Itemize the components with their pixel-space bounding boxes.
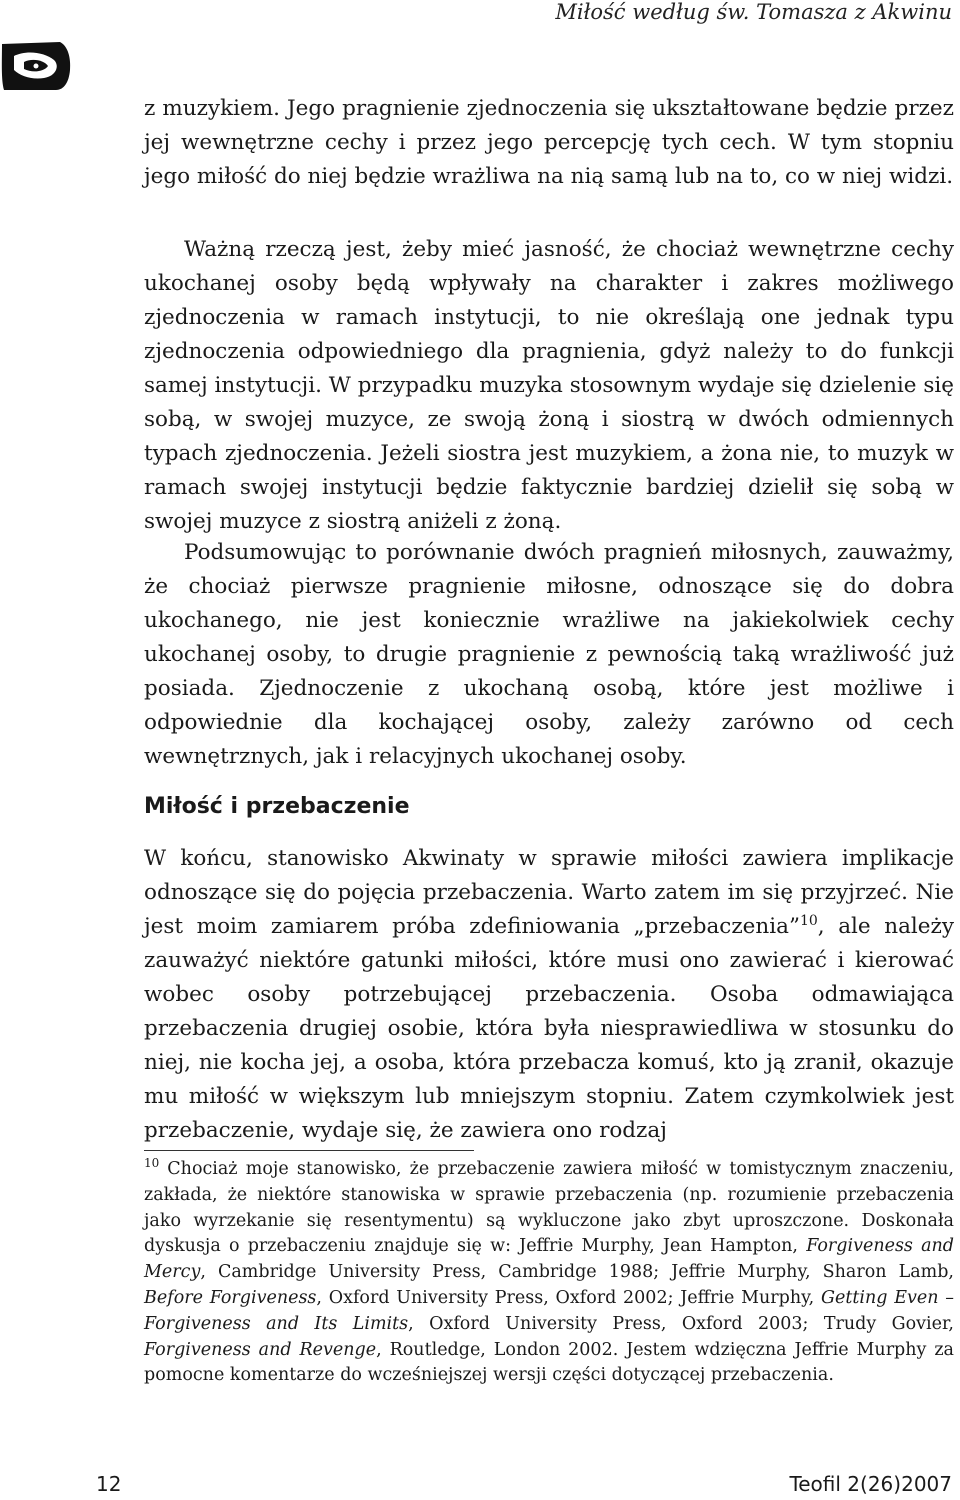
- body-paragraph: [144, 233, 954, 539]
- footnote-divider: [144, 1150, 474, 1151]
- section-heading: Miłość i przebaczenie: [144, 794, 410, 819]
- footnote-text: , Cambridge University Press, Cambridge 1988; Jeffrie Murphy, Sharon Lamb,: [200, 1262, 954, 1283]
- footnote-text: , Oxford University Press, Oxford 2003; Trudy Govier,: [408, 1313, 954, 1334]
- journal-logo-icon: [0, 40, 72, 92]
- paragraph-text-part: , ale należy zauważyć niektóre gatunki miłości, które musi ono zawierać i kierować wobec osoby potrzebującej przebaczenia. Osoba odmawiająca przebaczenia drugiej osobie, która była niesprawiedliwa w stosunku do niej, nie kocha jej, a osoba, która przebacza komuś, kto ją zranił, okazuje mu miłość w większym lub mniejszym stopniu. Zatem czymkolwiek jest przebaczenie, wydaje się, że zawiera ono rodzaj: [144, 914, 954, 1143]
- book-title: Getting Even – Forgiveness and Its Limits: [144, 1287, 954, 1334]
- journal-issue: Teofil 2(26)2007: [789, 1472, 952, 1496]
- page-number: 12: [96, 1472, 122, 1496]
- body-paragraph: [144, 842, 954, 1148]
- paragraph-text: [144, 842, 954, 1148]
- book-title: Forgiveness and Revenge: [144, 1339, 377, 1360]
- footnote-text: , Routledge, London 2002. Jestem wdzięczna Jeffrie Murphy za pomocne komentarze do wcześniejszej wersji części dotyczącej przebaczenia.: [144, 1339, 954, 1386]
- footnote-text: Chociaż moje stanowisko, że przebaczenie zawiera miłość w tomistycznym znaczeniu, zakłada, że niektóre stanowiska w sprawie przebaczenia (np. rozumienie przebaczenia jako wyrzekanie się resentymentu) są wykluczone jako zbyt uproszczone. Doskonała dyskusja o przebaczeniu znajduje się w: Jeffrie Murphy, Jean Hampton,: [144, 1159, 954, 1257]
- paragraph-text: Podsumowując to porównanie dwóch pragnień miłosnych, zauważmy, że chociaż pierwsze pragnienie miłosne, odnoszące się do dobra ukochanego, nie jest koniecznie wrażliwe na jakiekolwiek cechy ukochanej osoby, to drugie pragnienie z pewnością taką wrażliwość już posiada. Zjednoczenie z ukochaną osobą, które jest możliwe i odpowiednie dla kochającej osoby, zależy zarówno od cech wewnętrznych, jak i relacyjnych ukochanej osoby.: [144, 540, 954, 769]
- footnote-mark: 10: [144, 1156, 160, 1171]
- footnote-text: , Oxford University Press, Oxford 2002; Jeffrie Murphy,: [316, 1287, 821, 1308]
- body-paragraph: [144, 92, 954, 194]
- footnote-reference[interactable]: 10: [799, 912, 818, 929]
- paragraph-text: z muzykiem. Jego pragnienie zjednoczenia się ukształtowane będzie przez jej wewnętrzne cechy i przez jego percepcję tych cech. W tym stopniu jego miłość do niej będzie wrażliwa na nią samą lub na to, co w niej widzi.: [144, 96, 954, 189]
- book-title: Forgiveness and Mercy: [144, 1236, 955, 1283]
- footnote: [144, 1157, 954, 1389]
- paragraph-text-part: W końcu, stanowisko Akwinaty w sprawie miłości zawiera implikacje odnoszące się do pojęcia przebaczenia. Warto zatem im się przyjrzeć. Nie jest moim zamiarem próba zdefiniowania „przebaczenia”: [144, 846, 954, 939]
- body-paragraph: [144, 536, 954, 774]
- paragraph-text: Ważną rzeczą jest, żeby mieć jasność, że chociaż wewnętrzne cechy ukochanej osoby będą wpływały na charakter i zakres możliwego zjednoczenia w ramach instytucji, to nie określają one jednak typu zjednoczenia odpowiedniego dla pragnienia, gdyż należy to do funkcji samej instytucji. W przypadku muzyka stosownym wydaje się dzielenie się sobą, w swojej muzyce, ze swoją żoną i siostrą w dwóch odmiennych typach zjednoczenia. Jeżeli siostra jest muzykiem, a żona nie, to muzyk w ramach swojej instytucji będzie faktycznie bardziej dzielił się sobą w swojej muzyce z siostrą aniżeli z żoną.: [144, 237, 954, 534]
- book-title: Before Forgiveness: [144, 1287, 317, 1308]
- running-title: Miłość według św. Tomasza z Akwinu: [555, 0, 952, 24]
